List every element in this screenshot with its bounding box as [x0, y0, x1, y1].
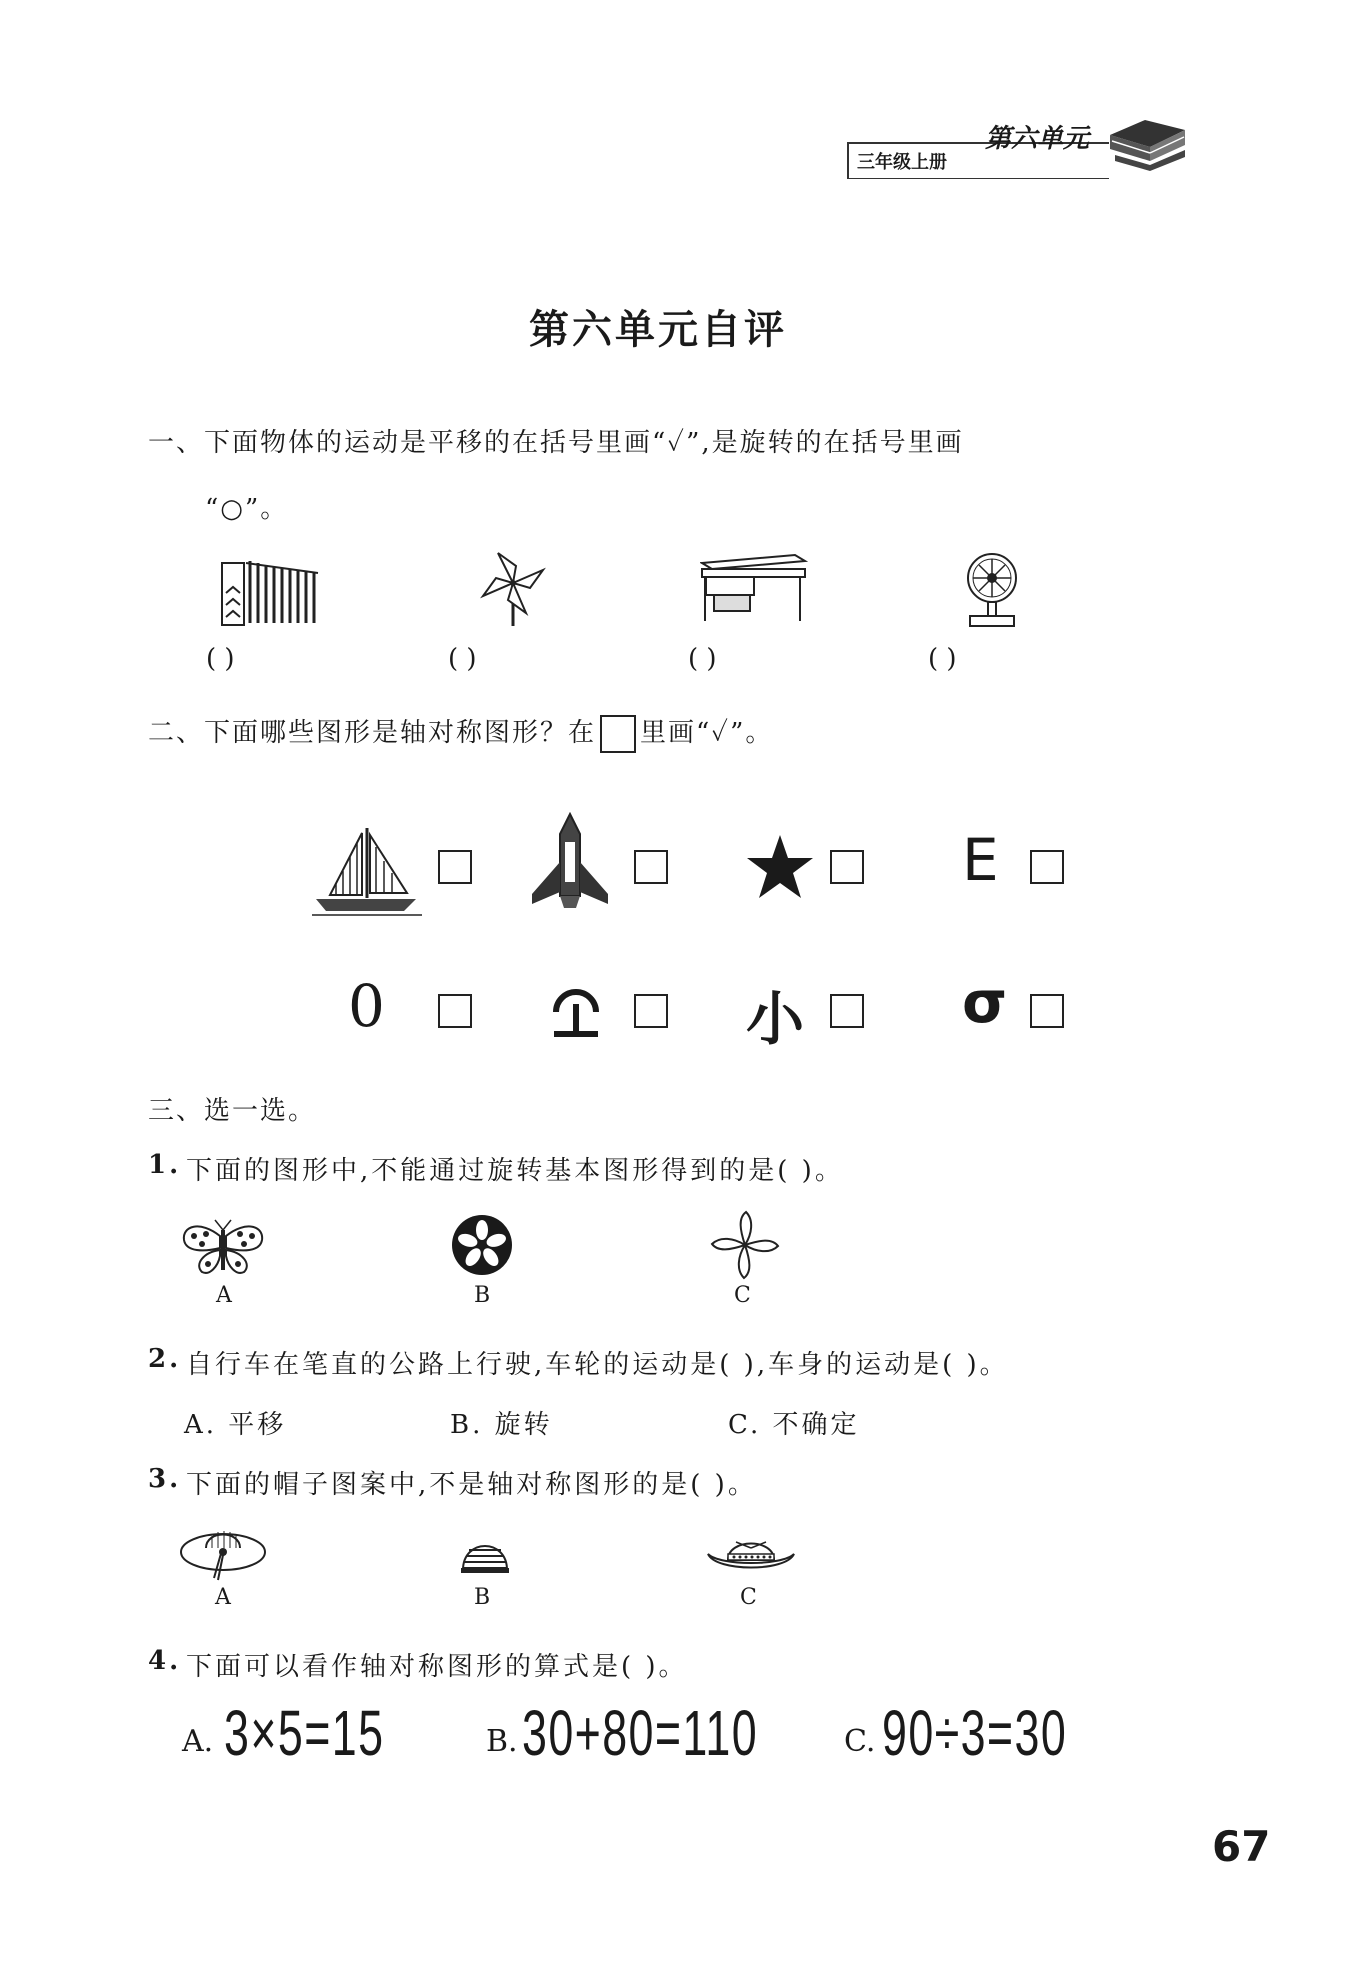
checkbox-e[interactable]	[1030, 850, 1064, 884]
checkbox-sailboat[interactable]	[438, 850, 472, 884]
q3-label-b: B	[474, 1585, 491, 1610]
answer-paren-2[interactable]: ( )	[448, 644, 477, 674]
section-2-text-before: 二、下面哪些图形是轴对称图形？在	[148, 718, 597, 748]
q3-number: 3.	[148, 1464, 182, 1494]
section-1-line1: 一、下面物体的运动是平移的在括号里画“✓”,是旋转的在括号里画	[148, 428, 964, 458]
q4-option-b-label[interactable]: B.	[486, 1724, 518, 1759]
checkbox-xiao[interactable]	[830, 994, 864, 1028]
checkbox-star[interactable]	[830, 850, 864, 884]
section-1-line2: “○”。	[205, 494, 289, 524]
symbol-glyph-image	[546, 980, 606, 1040]
pinwheel-image	[478, 548, 548, 628]
q4-option-a-expr: 3×5=15	[224, 1697, 385, 1769]
q2-option-a[interactable]: A. 平移	[184, 1410, 287, 1440]
section-2-text-after: 里画“✓”。	[640, 718, 774, 748]
q2-option-b[interactable]: B. 旋转	[450, 1410, 553, 1440]
q1-label-b: B	[474, 1283, 491, 1308]
q2-option-c[interactable]: C. 不确定	[728, 1410, 860, 1440]
header-grade: 三年级上册	[857, 152, 947, 173]
hat-a-image	[178, 1522, 268, 1584]
q2-text: 自行车在笔直的公路上行驶,车轮的运动是( ),车身的运动是( )。	[186, 1350, 1009, 1380]
page-number: 67	[1212, 1822, 1271, 1871]
sailboat-image	[312, 823, 422, 918]
answer-paren-1[interactable]: ( )	[206, 644, 235, 674]
drawer-image	[700, 553, 810, 623]
header	[845, 100, 1185, 180]
checkbox-sigma[interactable]	[1030, 994, 1064, 1028]
answer-paren-3[interactable]: ( )	[688, 644, 717, 674]
q2-number: 2.	[148, 1344, 182, 1374]
section-3-heading: 三、选一选。	[148, 1096, 317, 1126]
q4-option-a-label[interactable]: A.	[182, 1724, 214, 1759]
digit-zero: 0	[348, 972, 385, 1040]
hat-c-image	[706, 1530, 796, 1580]
checkbox-symbol[interactable]	[634, 994, 668, 1028]
section-2-heading	[148, 712, 773, 753]
flower-circle-image	[450, 1213, 514, 1277]
q3-label-c: C	[740, 1585, 757, 1610]
rocket-image	[528, 812, 613, 912]
q3-text: 下面的帽子图案中,不是轴对称图形的是( )。	[186, 1470, 757, 1500]
q4-number: 4.	[148, 1646, 182, 1676]
q1-label-a: A	[216, 1283, 232, 1308]
q1-text: 下面的图形中,不能通过旋转基本图形得到的是( )。	[186, 1156, 844, 1186]
q4-text: 下面可以看作轴对称图形的算式是( )。	[186, 1652, 688, 1682]
butterfly-image	[180, 1218, 266, 1278]
q3-label-a: A	[215, 1585, 231, 1610]
star-image	[745, 832, 815, 902]
hat-b-image	[455, 1528, 515, 1578]
q4-option-c-expr: 90÷3=30	[882, 1697, 1068, 1769]
q1-label-c: C	[734, 1283, 751, 1308]
books-icon	[1100, 105, 1190, 175]
answer-paren-4[interactable]: ( )	[928, 644, 957, 674]
q4-option-c-label[interactable]: C.	[844, 1724, 876, 1759]
letter-sigma: σ	[962, 968, 1008, 1036]
section-2-inline-box	[600, 715, 636, 753]
checkbox-zero[interactable]	[438, 994, 472, 1028]
sliding-door-image	[220, 553, 320, 628]
page-title: 第六单元自评	[529, 306, 787, 353]
char-xiao: 小	[746, 985, 805, 1053]
header-unit: 第六单元	[985, 124, 1090, 154]
letter-e: E	[962, 826, 999, 894]
q4-option-b-expr: 30+80=110	[522, 1697, 759, 1769]
fan-image	[962, 550, 1022, 630]
q1-number: 1.	[148, 1150, 182, 1180]
checkbox-rocket[interactable]	[634, 850, 668, 884]
pinwheel-outline-image	[710, 1210, 780, 1280]
